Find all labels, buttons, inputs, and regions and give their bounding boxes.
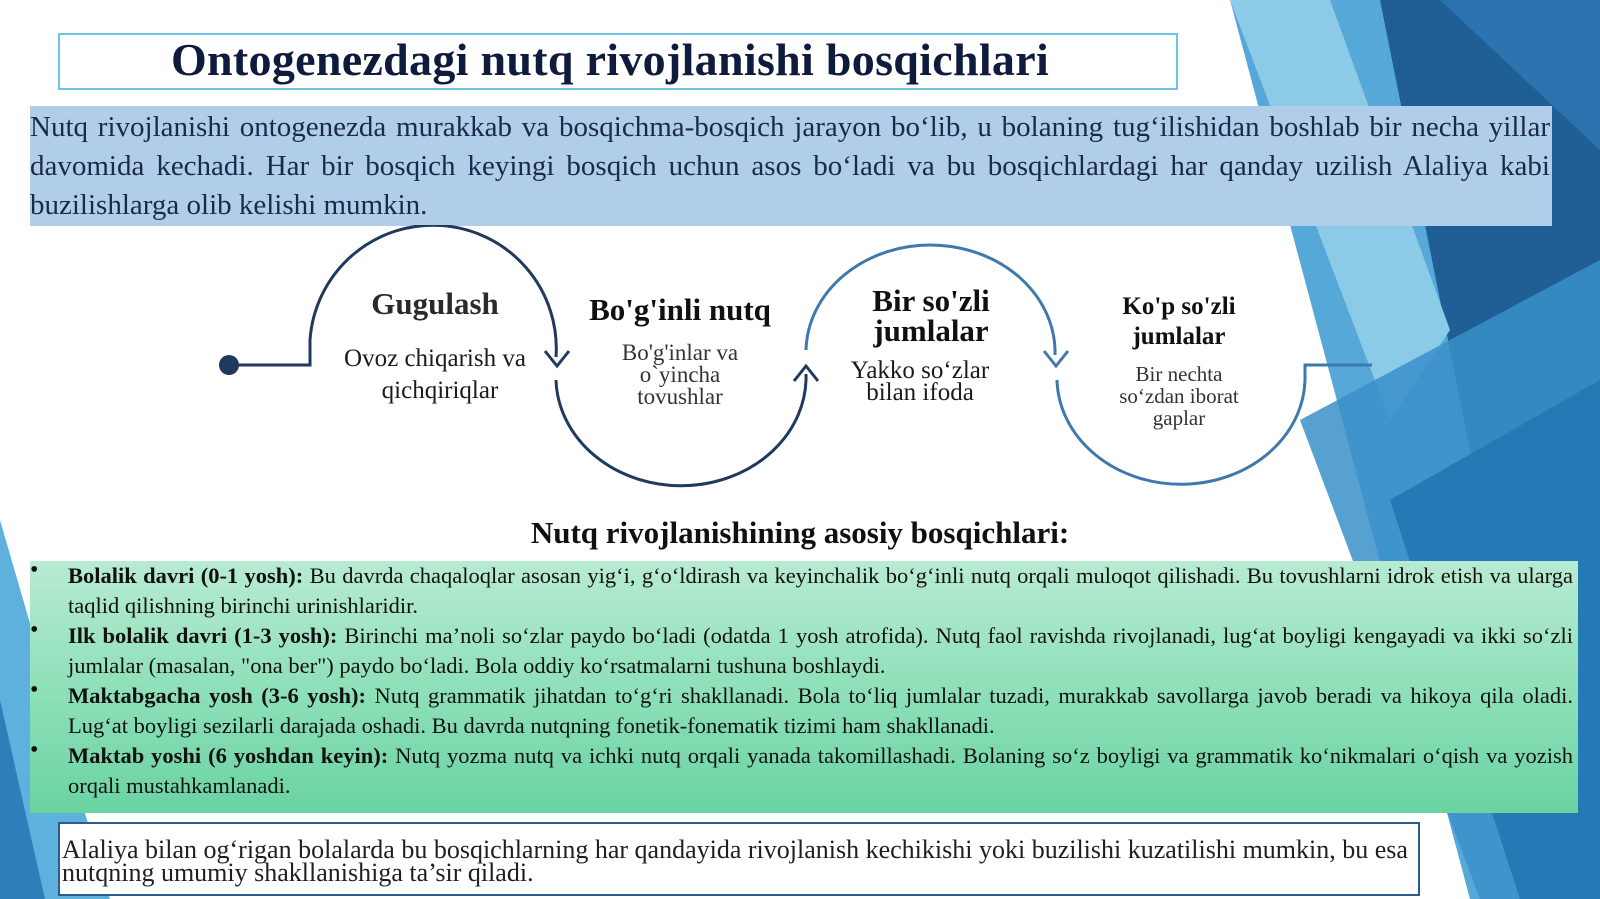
period-text: Nutq yozma nutq va ichki nutq orqali yanada takomillashadi. Bolaning so‘z boyligi va grammatik ko‘nikmalari o‘qish va yozish orqali mustahkamlanadi. — [68, 743, 1573, 798]
period-label: Maktabgacha yosh (3-6 yosh): — [68, 683, 367, 708]
stage-1-title: Gugulash — [371, 286, 499, 321]
period-label: Maktab yoshi (6 yoshdan keyin): — [68, 743, 389, 768]
section-heading: Nutq rivojlanishining asosiy bosqichlari: — [530, 515, 1070, 550]
stage-3-title-2: jumlalar — [873, 313, 989, 348]
period-text: Bu davrda chaqaloqlar asosan yig‘i, g‘o‘ldirash va keyinchalik bo‘g‘inli nutq orqali muloqot qilishadi. Bu tovushlarni idrok etish va ularga taqlid qilishning birinchi urinishlaridir. — [68, 563, 1573, 618]
stage-4-title-2: jumlalar — [1132, 323, 1226, 350]
stage-2 — [568, 292, 792, 408]
stage-4 — [1070, 292, 1288, 429]
list-item — [30, 557, 1573, 621]
period-text: Nutq grammatik jihatdan to‘g‘ri shakllanadi. Bola to‘liq jumlalar tuzadi, murakkab savollarga javob beradi va hikoya qila oladi. Lug‘at boyligi sezilarli darajada oshadi. Bu davrda nutqning fonetik-fonematik tizimi ham shakllanadi. — [68, 683, 1573, 738]
list-item — [30, 737, 1573, 801]
period-label: Ilk bolalik davri (1-3 yosh): — [68, 623, 338, 648]
intro-text: Nutq rivojlanishi ontogenezda murakkab va bosqichma-bosqich jarayon bo‘lib, u bolaning tug‘ilishidan boshlab bir necha yillar davomida kechadi. Har bir bosqich keyingi bosqich uchun asos bo‘ladi va bu bosqichlardagi har qanday uzilish Alaliya kabi buzilishlarga olib kelishi mumkin. — [30, 111, 1550, 221]
stage-3-title-1: Bir so'zli — [872, 283, 990, 318]
stage-4-desc-2: so‘zdan iborat — [1119, 384, 1239, 408]
stage-2-desc-3: tovushlar — [637, 384, 723, 409]
intro-box — [30, 106, 1552, 226]
stage-3-desc-1: Yakko so‘zlar — [850, 357, 990, 384]
periods-box — [30, 557, 1578, 813]
list-item — [30, 677, 1573, 741]
stage-4-desc-3: gaplar — [1152, 406, 1206, 430]
bullet-icon: • — [30, 737, 39, 763]
stage-2-title: Bo'g'inli nutq — [589, 292, 771, 327]
bullet-icon: • — [30, 677, 39, 703]
stage-2-desc-1: Bo'g'inlar va — [621, 340, 739, 365]
list-item — [30, 617, 1573, 681]
slide-title: Ontogenezdagi nutq rivojlanishi bosqichlari — [170, 34, 1050, 85]
stage-1 — [322, 286, 548, 407]
bullet-icon: • — [30, 557, 39, 583]
period-label: Bolalik davri (0-1 yosh): — [68, 563, 304, 588]
bullet-icon: • — [30, 617, 39, 643]
conclusion-text: Alaliya bilan og‘rigan bolalarda bu bosqichlarning har qandayida rivojlanish kechikishi yoki buzilishi kuzatilishi mumkin, bu esa nutqning umumiy shakllanishiga ta’sir qiladi. — [62, 835, 1408, 887]
stage-1-desc-1: Ovoz chiqarish va — [344, 345, 526, 372]
stage-2-desc-2: o`yincha — [639, 362, 721, 387]
stage-4-desc-1: Bir nechta — [1135, 362, 1223, 386]
stage-3-desc-2: bilan ifoda — [866, 379, 974, 406]
stage-3 — [820, 283, 1042, 406]
stages-diagram — [0, 225, 1600, 495]
periods-list — [30, 557, 1578, 801]
stage-1-desc-2: qichqiriqlar — [381, 377, 499, 404]
title-box — [58, 33, 1178, 90]
conclusion-box — [58, 822, 1420, 896]
stage-4-title-1: Ko'p so'zli — [1122, 293, 1236, 320]
period-text: Birinchi ma’noli so‘zlar paydo bo‘ladi (odatda 1 yosh atrofida). Nutq faol ravishda rivojlanadi, lug‘at boyligi kengayadi va ikki so‘zli jumlalar (masalan, "ona ber") paydo bo‘ladi. Bola oddiy ko‘rsatmalarni tushuna boshlaydi. — [68, 623, 1573, 678]
